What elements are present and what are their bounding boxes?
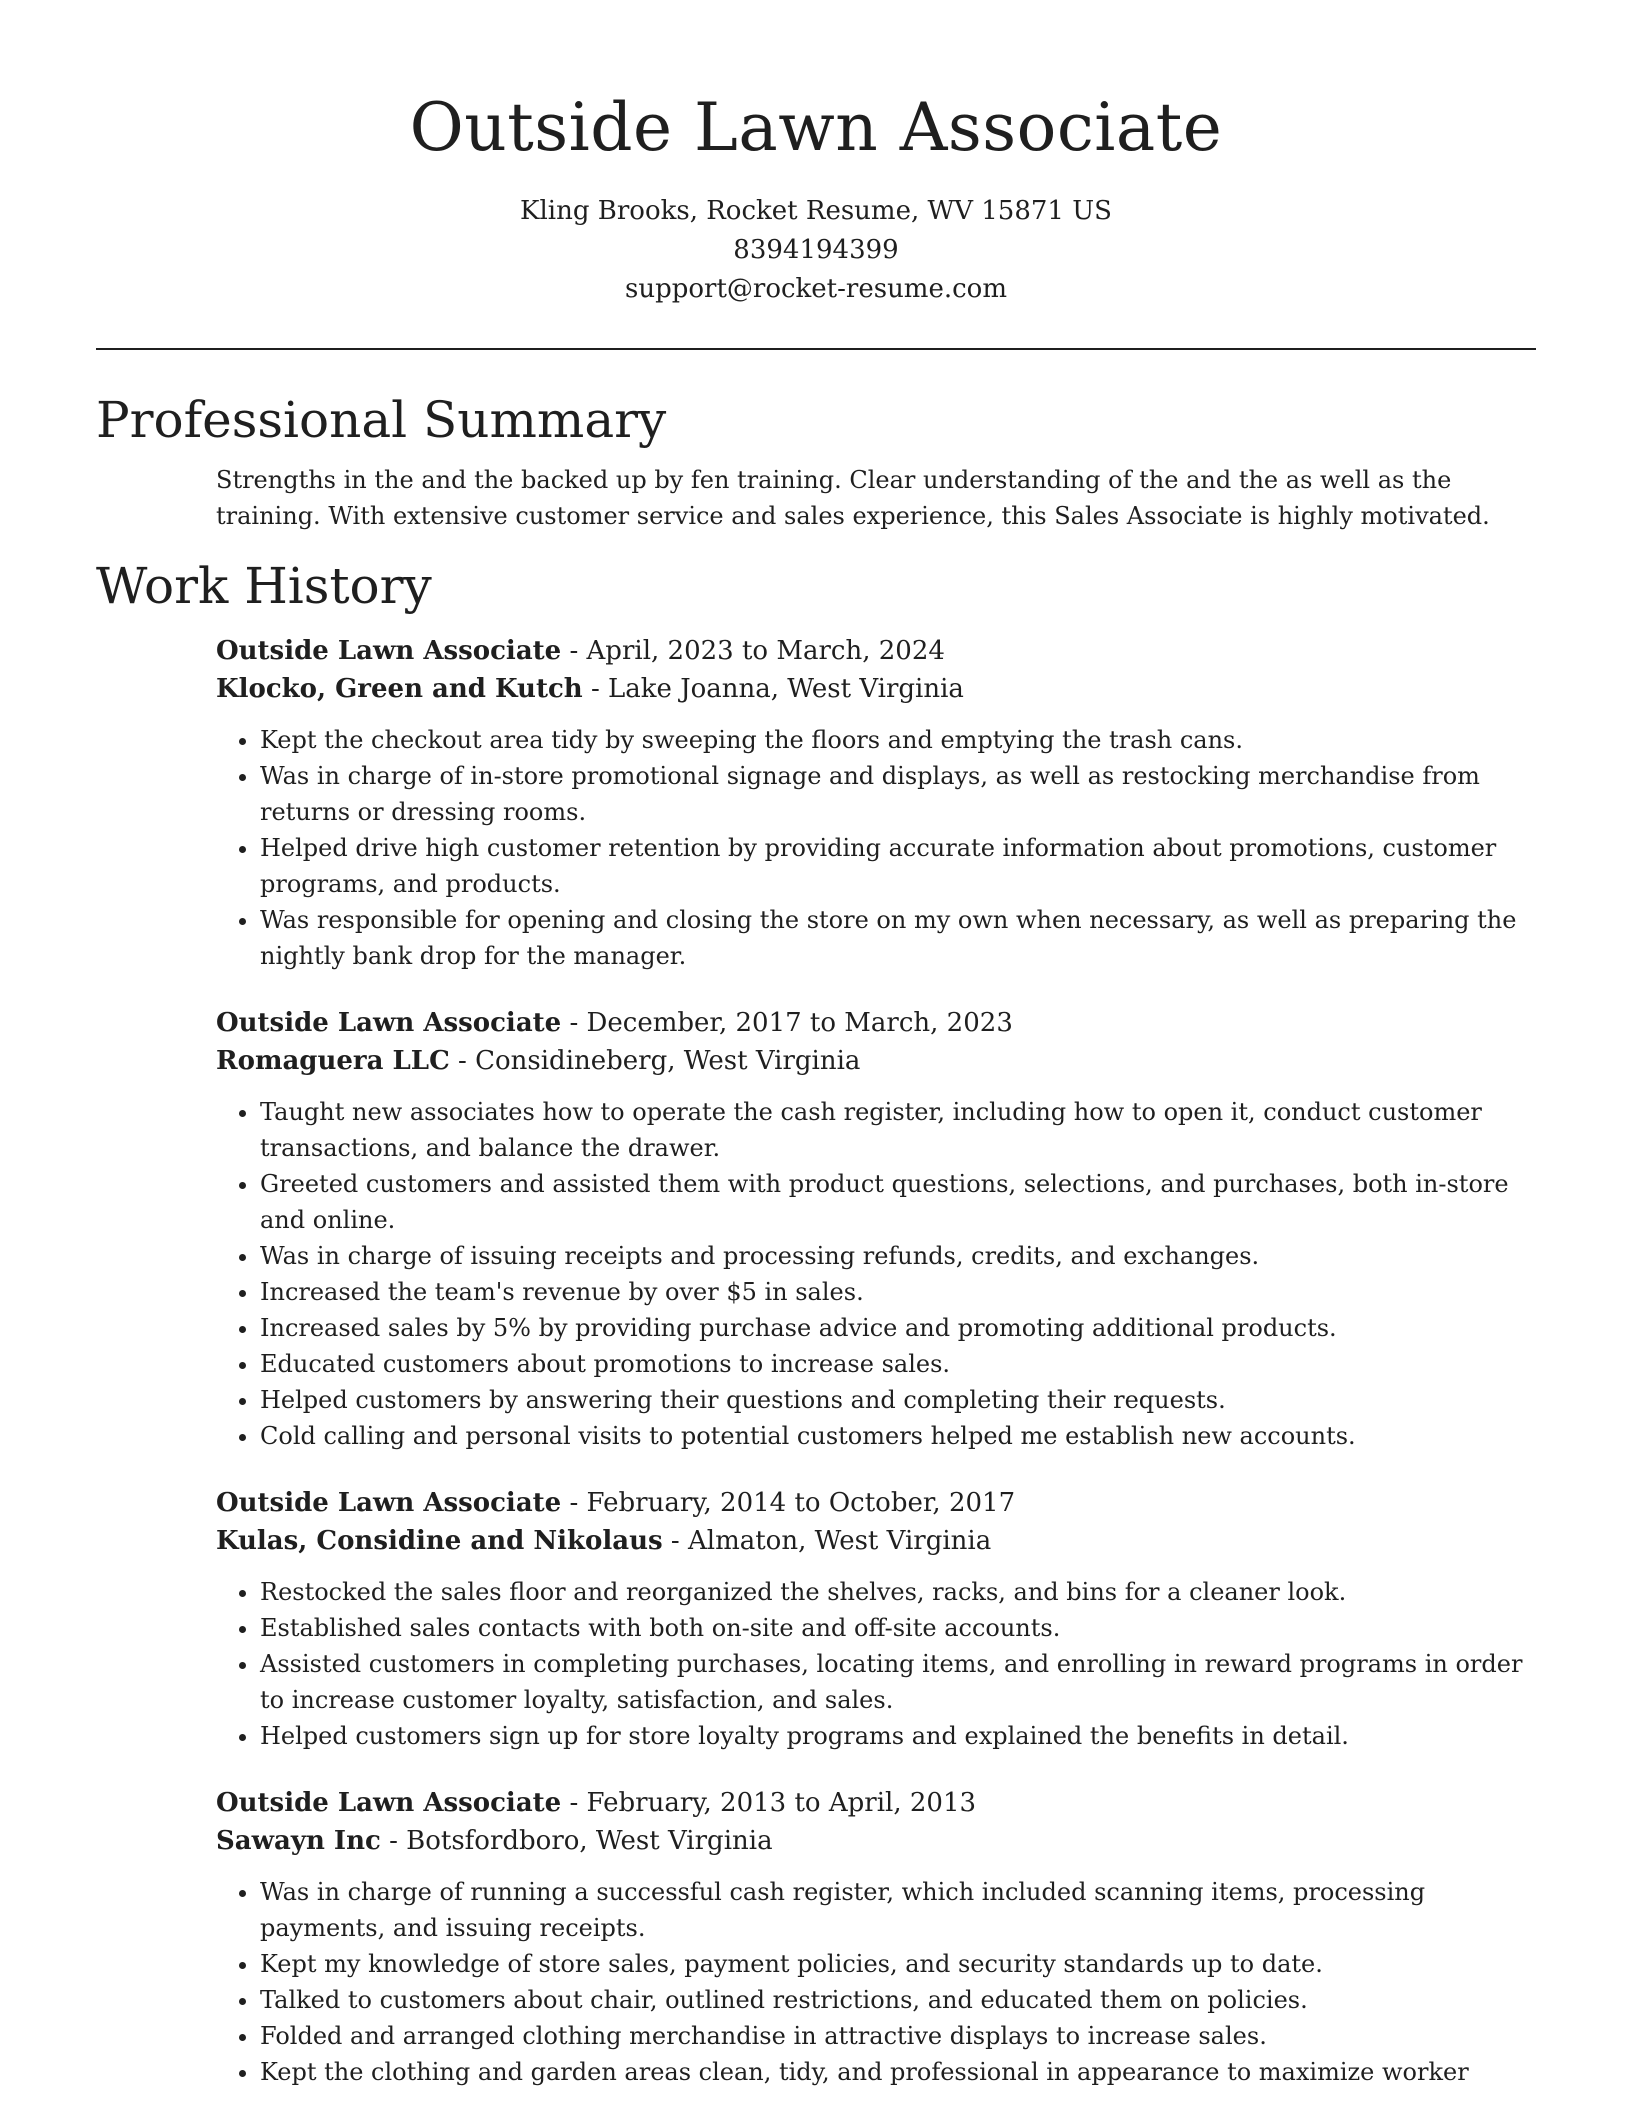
job-entry bbox=[216, 1484, 1546, 1754]
job-entry bbox=[216, 632, 1546, 974]
work-history-heading: Work History bbox=[96, 557, 432, 615]
job-bullets bbox=[216, 722, 1546, 974]
job-bullet: • Was in charge of in-store promotional signage and displays, as well as restocking merchandise from returns or dressing rooms. bbox=[260, 758, 1546, 830]
job-dates: - December, 2017 to March, 2023 bbox=[561, 1008, 1013, 1038]
contact-info bbox=[96, 192, 1536, 309]
job-bullets bbox=[216, 1094, 1546, 1454]
job-location: - Lake Joanna, West Virginia bbox=[582, 674, 964, 704]
job-dates: - February, 2013 to April, 2013 bbox=[561, 1788, 977, 1818]
job-title-line bbox=[216, 1484, 1546, 1522]
job-bullet: • Increased sales by 5% by providing purchase advice and promoting additional products. bbox=[260, 1310, 1546, 1346]
job-bullet: • Greeted customers and assisted them with product questions, selections, and purchases, both in-store and online. bbox=[260, 1166, 1546, 1238]
job-title-line bbox=[216, 1784, 1546, 1822]
job-bullet: • Increased the team's revenue by over $5 in sales. bbox=[260, 1274, 1546, 1310]
job-company-line bbox=[216, 1822, 1546, 1860]
job-bullet: • Kept the checkout area tidy by sweeping the floors and emptying the trash cans. bbox=[260, 722, 1546, 758]
resume-header bbox=[96, 0, 1536, 309]
job-bullet: • Folded and arranged clothing merchandise in attractive displays to increase sales. bbox=[260, 2018, 1546, 2054]
summary-heading: Professional Summary bbox=[96, 391, 667, 449]
job-title: Outside Lawn Associate bbox=[216, 1788, 562, 1818]
job-list bbox=[96, 632, 1536, 2090]
job-bullet: • Talked to customers about chair, outlined restrictions, and educated them on policies. bbox=[260, 1982, 1546, 2018]
job-bullet: • Taught new associates how to operate the cash register, including how to open it, conduct customer transactions, and balance the drawer. bbox=[260, 1094, 1546, 1166]
job-title-line bbox=[216, 1004, 1546, 1042]
summary-text: Strengths in the and the backed up by fen training. Clear understanding of the and the as well as the training. With extensive customer service and sales experience, this Sales Associate is highly motivated. bbox=[216, 466, 1490, 530]
job-company-line bbox=[216, 670, 1546, 708]
job-bullet: • Helped drive high customer retention by providing accurate information about promotions, customer programs, and products. bbox=[260, 830, 1546, 902]
job-title: Outside Lawn Associate bbox=[216, 1488, 562, 1518]
job-location: - Botsfordboro, West Virginia bbox=[380, 1826, 773, 1856]
page-title: Outside Lawn Associate bbox=[409, 89, 1223, 166]
job-bullet: • Cold calling and personal visits to potential customers helped me establish new accounts. bbox=[260, 1418, 1546, 1454]
job-bullet: • Kept my knowledge of store sales, payment policies, and security standards up to date. bbox=[260, 1946, 1546, 1982]
job-dates: - April, 2023 to March, 2024 bbox=[561, 636, 945, 666]
job-bullet: • Restocked the sales floor and reorganized the shelves, racks, and bins for a cleaner look. bbox=[260, 1574, 1546, 1610]
job-company-line bbox=[216, 1522, 1546, 1560]
header-divider bbox=[96, 348, 1536, 350]
job-bullet: • Was in charge of running a successful cash register, which included scanning items, processing payments, and issuing receipts. bbox=[260, 1874, 1546, 1946]
job-title-line bbox=[216, 632, 1546, 670]
job-company-line bbox=[216, 1042, 1546, 1080]
job-title: Outside Lawn Associate bbox=[216, 636, 562, 666]
job-location: - Almaton, West Virginia bbox=[662, 1526, 992, 1556]
job-bullet: • Helped customers by answering their questions and completing their requests. bbox=[260, 1382, 1546, 1418]
job-location: - Considineberg, West Virginia bbox=[449, 1046, 861, 1076]
job-company: Romaguera LLC bbox=[216, 1046, 450, 1076]
job-company: Sawayn Inc bbox=[216, 1826, 381, 1856]
job-bullet: • Educated customers about promotions to increase sales. bbox=[260, 1346, 1546, 1382]
job-bullets bbox=[216, 1874, 1546, 2090]
job-company: Klocko, Green and Kutch bbox=[216, 674, 583, 704]
phone: 8394194399 bbox=[733, 235, 899, 265]
resume-page bbox=[96, 0, 1536, 2090]
job-entry bbox=[216, 1784, 1546, 2090]
job-bullet: • Helped customers sign up for store loyalty programs and explained the benefits in detail. bbox=[260, 1718, 1546, 1754]
job-bullet: • Was responsible for opening and closing the store on my own when necessary, as well as preparing the nightly bank drop for the manager. bbox=[260, 902, 1546, 974]
address: Kling Brooks, Rocket Resume, WV 15871 US bbox=[520, 196, 1112, 226]
job-company: Kulas, Considine and Nikolaus bbox=[216, 1526, 663, 1556]
job-bullets bbox=[216, 1574, 1546, 1754]
job-title: Outside Lawn Associate bbox=[216, 1008, 562, 1038]
job-dates: - February, 2014 to October, 2017 bbox=[561, 1488, 1016, 1518]
job-bullet: • Kept the clothing and garden areas clean, tidy, and professional in appearance to maximize worker bbox=[260, 2054, 1546, 2090]
job-bullet: • Was in charge of issuing receipts and processing refunds, credits, and exchanges. bbox=[260, 1238, 1546, 1274]
email: support@rocket-resume.com bbox=[624, 274, 1007, 304]
job-entry bbox=[216, 1004, 1546, 1454]
job-bullet: • Established sales contacts with both on-site and off-site accounts. bbox=[260, 1610, 1546, 1646]
job-bullet: • Assisted customers in completing purchases, locating items, and enrolling in reward programs in order to increase customer loyalty, satisfaction, and sales. bbox=[260, 1646, 1546, 1718]
